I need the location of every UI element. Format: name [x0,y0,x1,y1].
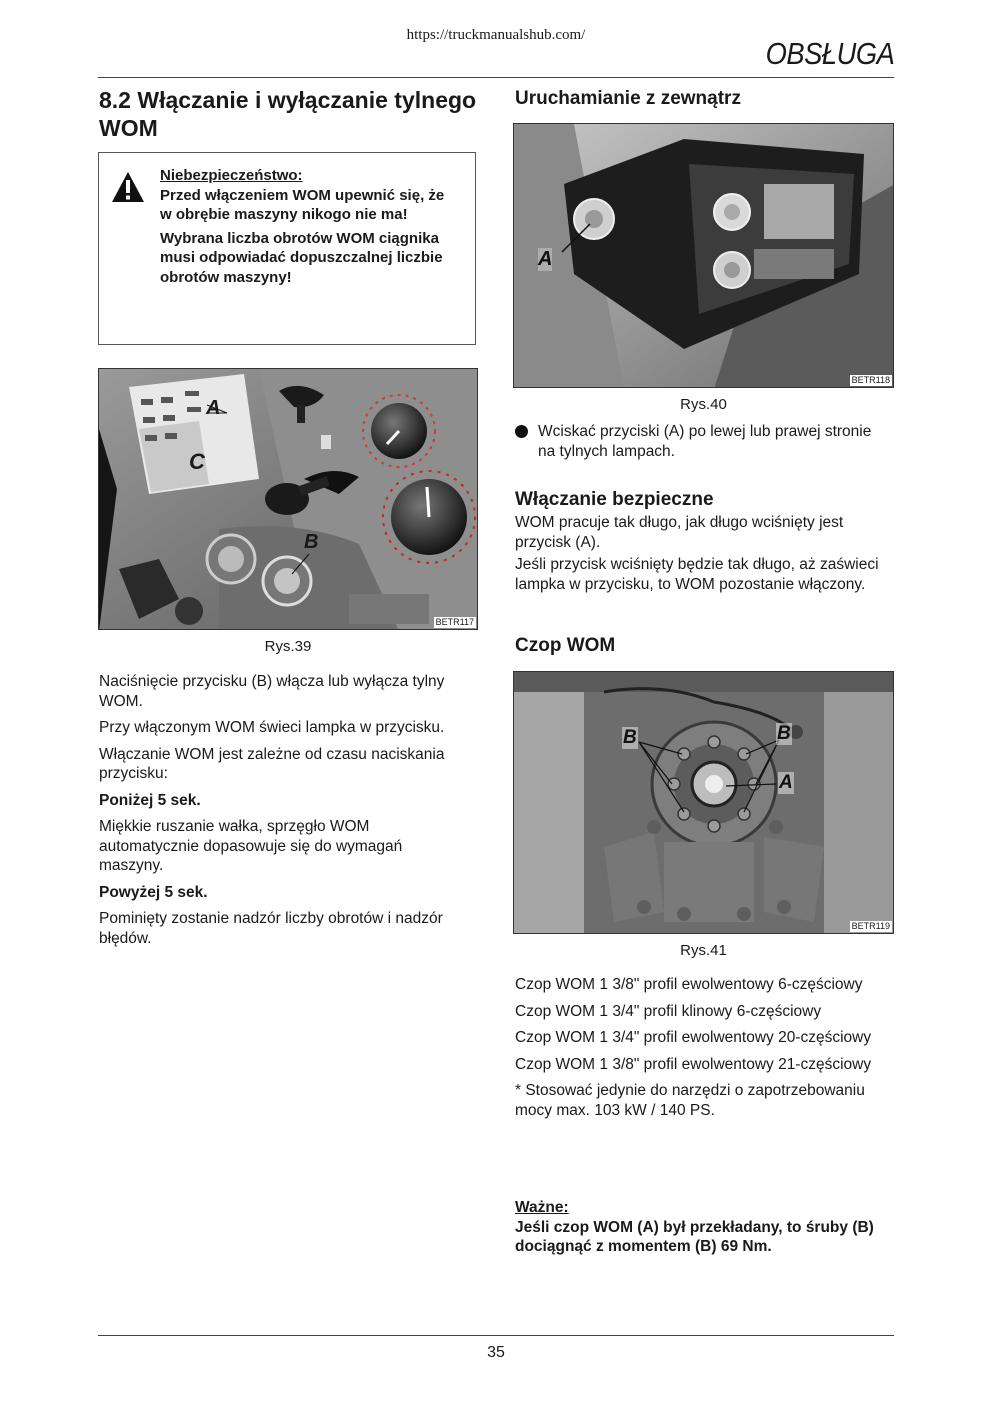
figure-40-photo [513,123,894,388]
section-pto-stub-title: Czop WOM [515,635,616,656]
list-item: Czop WOM 1 3/4" profil ewolwentowy 20-częściowy [515,1029,872,1046]
figure-39-photo [98,368,478,630]
important-note [515,1198,895,1257]
below-5-sec-text: Miękkie ruszanie wałka, sprzęgło WOM automatycznie dopasowuje się do wymagań maszyny. [99,818,403,874]
figure-39-label-b: B [304,531,319,553]
figure-41-photo [513,671,894,934]
bullet-text: Wciskać przyciski (A) po lewej lub prawej stronie na tylnych lampach. [538,423,872,460]
figure-41-caption: Rys.41 [680,942,727,959]
page-number: 35 [487,1344,505,1361]
danger-line-2: Wybrana liczba obrotów WOM ciągnika musi odpowiadać dopuszczalnej liczbie obrotów maszyny! [160,229,443,286]
section-safe-switching-title: Włączanie bezpieczne [515,489,714,510]
section-header: OBSŁUGA [765,36,894,71]
danger-line-1: Przed włączeniem WOM upewnić się, że w obrębie maszyny nikogo nie ma! [160,186,445,223]
important-heading: Ważne: [515,1199,569,1216]
figure-40-label-a: A [538,248,553,270]
section-external-start-title: Uruchamianie z zewnątrz [515,88,741,109]
paragraph: Przy włączonym WOM świeci lampka w przycisku. [99,719,445,736]
figure-40-caption: Rys.40 [680,396,727,413]
figure-40-code: BETR118 [851,375,890,385]
header-rule [98,77,894,78]
figure-39-label-a: A [206,397,221,419]
figure-41-code: BETR119 [851,921,890,931]
figure-41-label-b-left: B [623,727,637,748]
figure-39-label-c: C [189,449,205,474]
above-5-sec-text: Pominięty zostanie nadzór liczby obrotów i nadzór błędów. [99,910,443,947]
below-5-sec-heading: Poniżej 5 sek. [99,791,201,809]
paragraph: Jeśli przycisk wciśnięty będzie tak długo, aż zaświeci lampka w przycisku, to WOM pozostanie włączony. [515,556,879,593]
paragraph: Włączanie WOM jest zależne od czasu naciskania przycisku: [99,745,445,782]
warning-triangle-icon [111,171,145,203]
figure-41-label-b-right: B [777,723,791,744]
list-item: * Stosować jedynie do narzędzi o zapotrzebowaniu mocy max. 103 kW / 140 PS. [515,1082,865,1119]
left-body-text [99,672,469,955]
footer-rule [98,1335,894,1336]
safe-switching-text [515,513,890,601]
list-item: Czop WOM 1 3/4" profil klinowy 6-częściowy [515,1002,822,1020]
section-title: 8.2 Włączanie i wyłączanie tylnego WOM [99,87,477,141]
paragraph: Naciśnięcie przycisku (B) włącza lub wyłącza tylny WOM. [99,673,445,710]
list-item: Czop WOM 1 3/8" profil ewolwentowy 21-częściowy [515,1055,872,1073]
important-text: Jeśli czop WOM (A) był przekładany, to śruby (B) dociągnąć z momentem (B) 69 Nm. [515,1218,874,1255]
above-5-sec-heading: Powyżej 5 sek. [99,883,208,901]
figure-39-caption: Rys.39 [264,638,312,655]
bullet-dot [515,425,528,438]
danger-box [98,152,476,345]
danger-heading: Niebezpieczeństwo: [160,167,303,184]
danger-text [160,166,460,291]
page-url[interactable]: https://truckmanualshub.com/ [406,27,586,43]
paragraph: WOM pracuje tak długo, jak długo wciśnięty jest przycisk (A). [515,514,844,551]
pto-stub-list [515,975,895,1127]
figure-39-code: BETR117 [435,617,474,627]
list-item: Czop WOM 1 3/8" profil ewolwentowy 6-częściowy [515,976,863,993]
figure-41-label-a: A [779,772,793,793]
